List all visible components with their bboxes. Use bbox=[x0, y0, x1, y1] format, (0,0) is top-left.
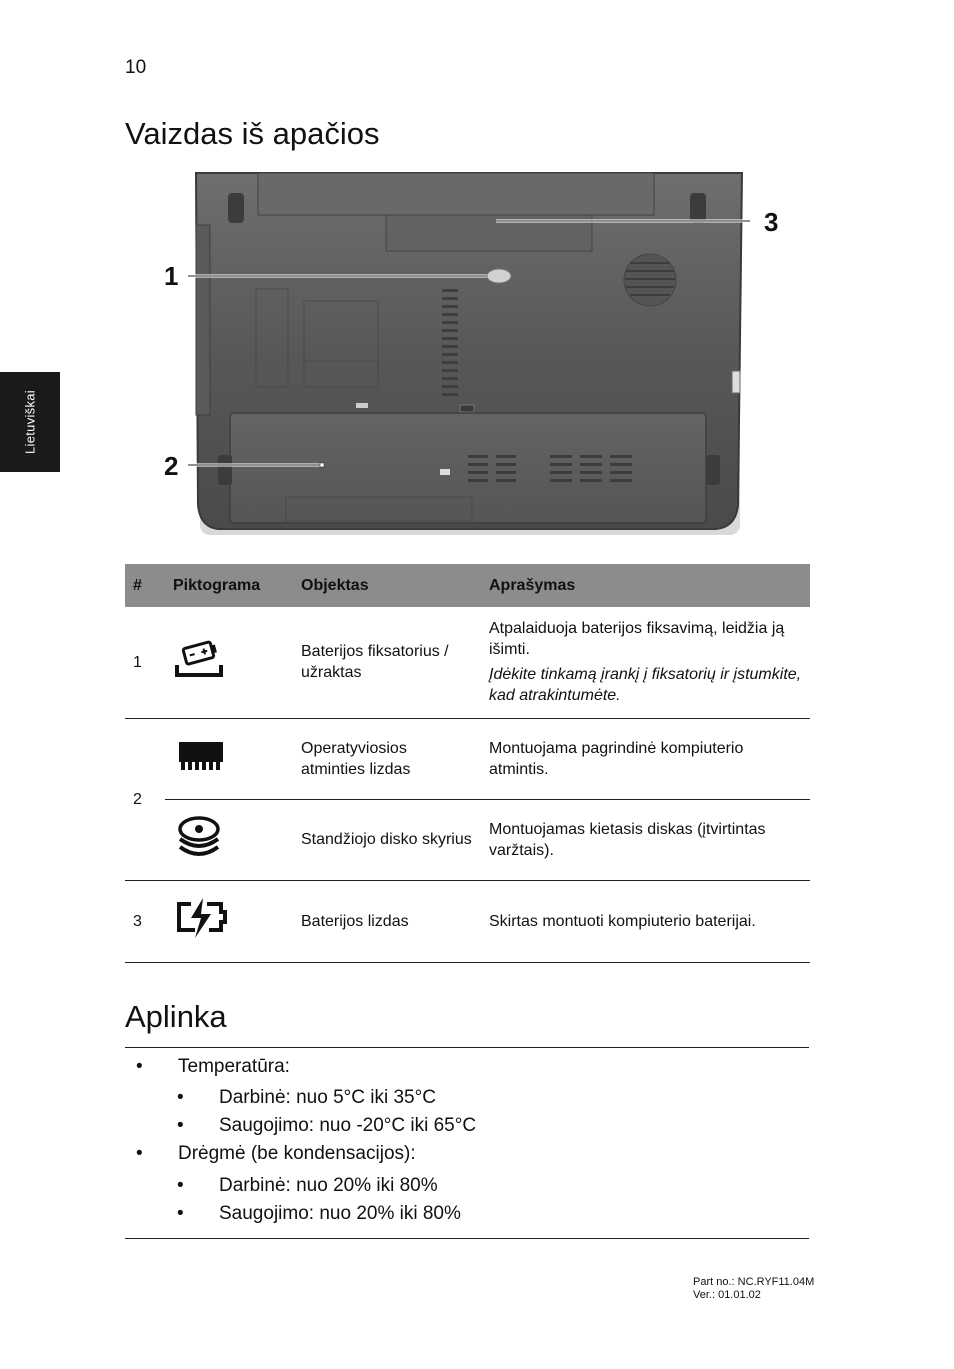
table-header-row bbox=[125, 564, 810, 607]
table-row bbox=[125, 799, 810, 880]
row-number: 2 bbox=[125, 718, 165, 880]
list-subitem bbox=[177, 1115, 477, 1137]
callout-3: 3 bbox=[764, 207, 779, 237]
list-subitem-label: Darbinė: nuo 20% iki 80% bbox=[219, 1175, 438, 1196]
language-tab-label: Lietuviškai bbox=[22, 390, 38, 454]
list-subitem bbox=[177, 1203, 461, 1225]
header-number: # bbox=[125, 564, 165, 607]
battery-lock-icon bbox=[165, 607, 293, 718]
part-number: Part no.: NC.RYF11.04M bbox=[693, 1276, 815, 1288]
list-subitem bbox=[177, 1175, 438, 1197]
list-item bbox=[136, 1143, 416, 1165]
list-subitem bbox=[177, 1087, 436, 1109]
table-row bbox=[125, 880, 810, 962]
row-object: Standžiojo disko skyrius bbox=[293, 799, 481, 880]
page-number: 10 bbox=[125, 57, 147, 78]
hard-disk-icon bbox=[165, 799, 293, 880]
row-description: Montuojamas kietasis diskas (įtvirtintas varžtais). bbox=[481, 799, 810, 880]
components-table bbox=[125, 564, 810, 963]
list-item bbox=[136, 1056, 290, 1078]
language-side-tab bbox=[0, 372, 60, 472]
bullet: • bbox=[136, 1143, 143, 1164]
laptop-bottom-illustration bbox=[160, 165, 800, 545]
memory-icon bbox=[165, 718, 293, 799]
table-row bbox=[125, 607, 810, 718]
battery-bay-icon bbox=[165, 880, 293, 962]
footer bbox=[693, 1276, 814, 1302]
header-description: Aprašymas bbox=[481, 564, 810, 607]
row-object: Baterijos fiksatorius / užraktas bbox=[293, 607, 481, 718]
bullet: • bbox=[136, 1056, 143, 1077]
environment-list bbox=[125, 1047, 809, 1239]
header-object: Objektas bbox=[293, 564, 481, 607]
row-object: Baterijos lizdas bbox=[293, 880, 481, 962]
row-description: Montuojama pagrindinė kompiuterio atmintis. bbox=[481, 718, 810, 799]
laptop-bottom-figure bbox=[160, 165, 800, 545]
bullet: • bbox=[177, 1115, 184, 1136]
row-object: Operatyviosios atminties lizdas bbox=[293, 718, 481, 799]
row-number: 1 bbox=[125, 607, 165, 718]
row-description: Atpalaiduoja baterijos fiksavimą, leidžia ją išimti. bbox=[489, 620, 785, 659]
table-row bbox=[125, 718, 810, 799]
bullet: • bbox=[177, 1203, 184, 1224]
callout-2: 2 bbox=[164, 451, 179, 481]
list-item-label: Temperatūra: bbox=[178, 1056, 290, 1077]
section-title-bottom-view: Vaizdas iš apačios bbox=[125, 116, 380, 151]
row-number: 3 bbox=[125, 880, 165, 962]
row-description: Skirtas montuoti kompiuterio baterijai. bbox=[481, 880, 810, 962]
list-subitem-label: Saugojimo: nuo -20°C iki 65°C bbox=[219, 1115, 477, 1136]
row-note: Įdėkite tinkamą įrankį į fiksatorių ir įstumkite, kad atrakintumėte. bbox=[489, 666, 802, 705]
version: Ver.: 01.01.02 bbox=[693, 1289, 761, 1301]
list-subitem-label: Saugojimo: nuo 20% iki 80% bbox=[219, 1203, 461, 1224]
list-subitem-label: Darbinė: nuo 5°C iki 35°C bbox=[219, 1087, 436, 1108]
section-title-environment: Aplinka bbox=[125, 999, 227, 1034]
callout-1: 1 bbox=[164, 261, 179, 291]
bullet: • bbox=[177, 1175, 184, 1196]
header-icon: Piktograma bbox=[165, 564, 293, 607]
list-item-label: Drėgmė (be kondensacijos): bbox=[178, 1143, 416, 1164]
bullet: • bbox=[177, 1087, 184, 1108]
